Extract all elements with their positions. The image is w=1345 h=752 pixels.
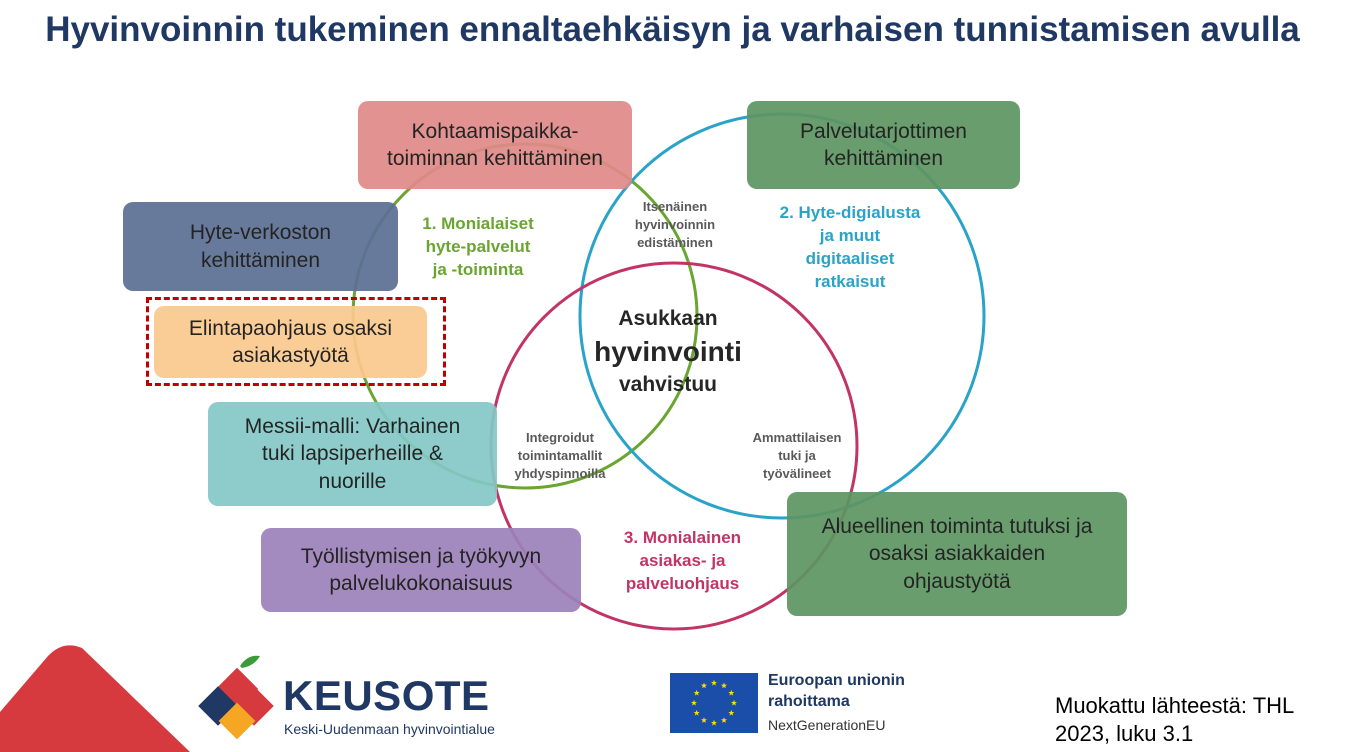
keusote-name: KEUSOTE: [283, 672, 490, 719]
eu-funding-line3: NextGenerationEU: [768, 717, 886, 733]
label-circle-3: 3. Monialainen asiakas- ja palveluohjaus: [623, 528, 742, 593]
box-palvelutarjotin: Palvelutarjottimen kehittäminen: [747, 101, 1020, 189]
source-note: Muokattu lähteestä: THL 2023, luku 3.1: [1055, 693, 1295, 746]
slide-title: Hyvinvoinnin tukeminen ennaltaehkäisyn ja varhaisen tunnistamisen avulla: [45, 10, 1300, 49]
overlap-label-integroidut: Integroidut toimintamallit yhdyspinnoilla: [514, 430, 606, 482]
center-label: Asukkaan hyvinvointi vahvistuu: [594, 307, 742, 397]
box-messii-malli: Messii-malli: Varhainen tuki lapsiperheille & nuorille: [208, 402, 497, 506]
keusote-logo-icon: [198, 652, 278, 740]
keusote-subtitle: Keski-Uudenmaan hyvinvointialue: [284, 721, 495, 737]
box-elintapaohjaus: Elintapaohjaus osaksi asiakastyötä: [154, 306, 427, 378]
label-circle-1: 1. Monialaiset hyte-palvelut ja -toiminta: [422, 214, 534, 279]
eu-flag-icon: [670, 673, 758, 733]
overlap-label-ammattilaisen: Ammattilaisen tuki ja työvälineet: [752, 430, 842, 482]
box-hyte-verkosto: Hyte-verkoston kehittäminen: [123, 202, 398, 291]
eu-funding-line1: Euroopan unionin: [768, 672, 905, 689]
label-circle-2: 2. Hyte-digialusta ja muut digitaaliset ratkaisut: [779, 203, 921, 291]
corner-decoration: [0, 645, 190, 752]
overlap-label-itsenainen: Itsenäinen hyvinvoinnin edistäminen: [634, 199, 716, 251]
box-tyollistyminen: Työllistymisen ja työkyvyn palvelukokonaisuus: [261, 528, 581, 612]
box-kohtaamispaikka: Kohtaamispaikka- toiminnan kehittäminen: [358, 101, 632, 189]
eu-funding-line2: rahoittama: [768, 693, 850, 710]
box-alueellinen-toiminta: Alueellinen toiminta tutuksi ja osaksi asiakkaiden ohjaustyötä: [787, 492, 1127, 616]
